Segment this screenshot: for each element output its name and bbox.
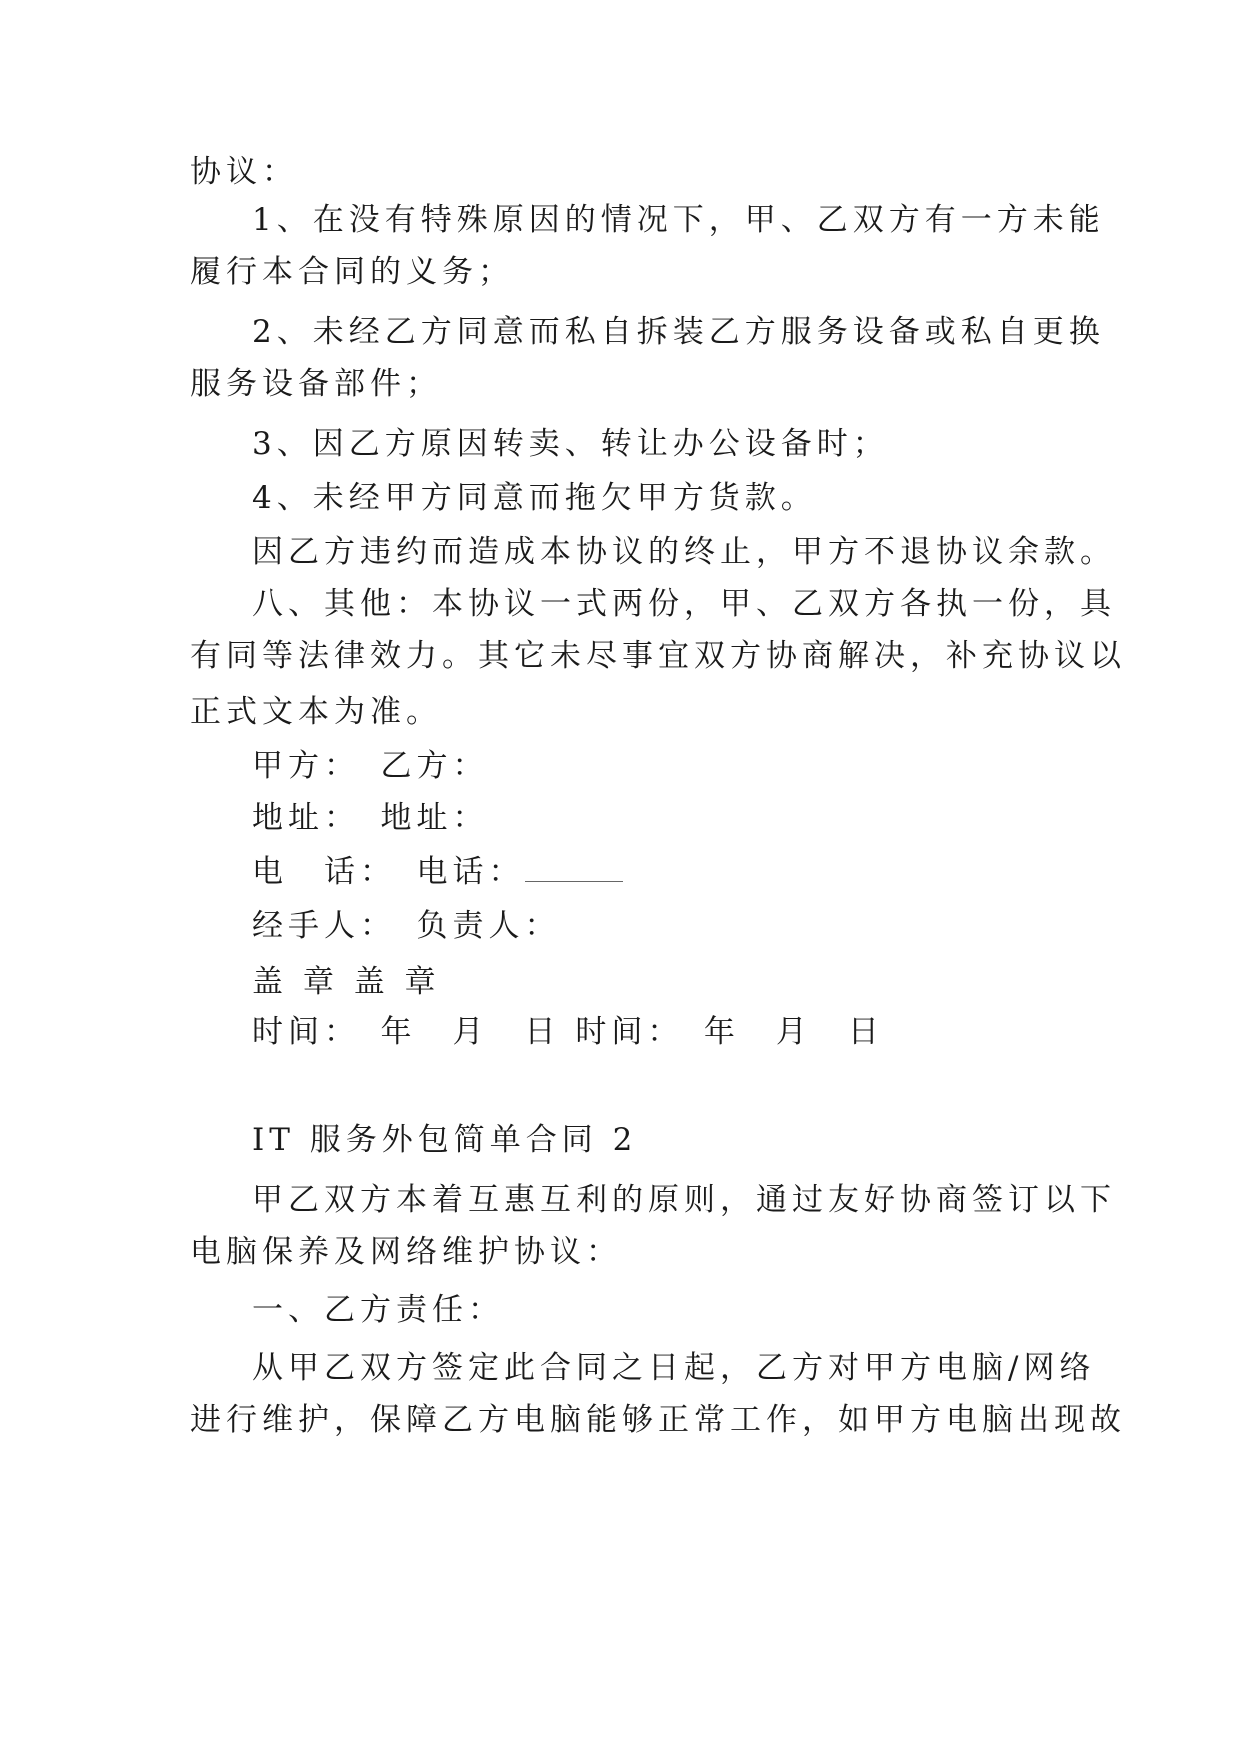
phone-line [252, 852, 623, 892]
phone-blank [525, 855, 623, 882]
text-line: 时间： 年 月 日 时间： 年 月 日 [252, 1014, 884, 1050]
text-line: 1、在没有特殊原因的情况下，甲、乙双方有一方未能 [252, 202, 1105, 238]
text-line: 地址： 地址： [252, 800, 489, 836]
text-line: 盖 章 盖 章 [252, 964, 441, 1000]
text-line: 协议： [190, 154, 298, 190]
text-line: 3、因乙方原因转卖、转让办公设备时； [252, 426, 889, 462]
text-line: 正式文本为准。 [190, 694, 442, 730]
text-line: 甲乙双方本着互惠互利的原则，通过友好协商签订以下 [252, 1182, 1116, 1218]
text-line: 服务设备部件； [190, 366, 442, 402]
text-line: 履行本合同的义务； [190, 254, 514, 290]
text-line: 电脑保养及网络维护协议： [190, 1234, 622, 1270]
text-line: 甲方： 乙方： [252, 748, 489, 784]
text-line: 4、未经甲方同意而拖欠甲方货款。 [252, 480, 817, 516]
text-line: 进行维护，保障乙方电脑能够正常工作，如甲方电脑出现故 [190, 1402, 1126, 1438]
text-line: 从甲乙双方签定此合同之日起，乙方对甲方电脑/网络 [252, 1350, 1096, 1386]
text-line: 电 话： 电话： [252, 854, 525, 890]
text-line: 一、乙方责任： [252, 1292, 504, 1328]
text-line: 经手人： 负责人： [252, 908, 561, 944]
section-heading: IT 服务外包简单合同 2 [252, 1122, 638, 1158]
text-line: 有同等法律效力。其它未尽事宜双方协商解决，补充协议以 [190, 638, 1126, 674]
text-line: 因乙方违约而造成本协议的终止，甲方不退协议余款。 [252, 534, 1116, 570]
text-line: 2、未经乙方同意而私自拆装乙方服务设备或私自更换 [252, 314, 1105, 350]
text-line: 八、其他：本协议一式两份，甲、乙双方各执一份，具 [252, 586, 1116, 622]
